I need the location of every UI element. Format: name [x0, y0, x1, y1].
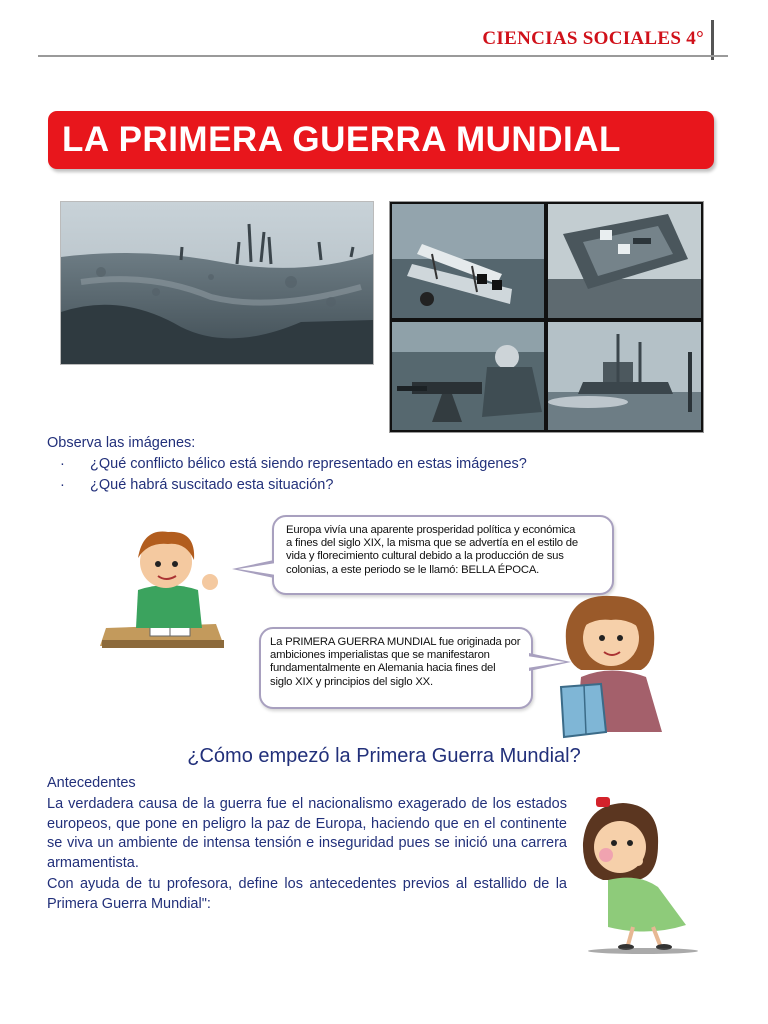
bullet-marker: ·	[60, 477, 65, 493]
war-photo-collage	[389, 201, 704, 433]
girl-thinking-illustration	[578, 795, 698, 955]
speech-bubble-2-text	[270, 636, 525, 689]
speech-bubble-1-tail-fill	[238, 563, 276, 575]
paragraph-causes: La verdadera causa de la guerra fue el nacionalismo exagerado de los estados europeos, que pone en peligro la paz de Europa, haciendo que en el continente se viva un ambiente de intensa tensión e inseguridad pues se inició una carrera armamentista.	[47, 796, 567, 871]
bubble-line: colonias, a este periodo se le llamó: BELLA ÉPOCA.	[286, 563, 540, 576]
warship-photo	[548, 322, 701, 430]
header-divider	[38, 55, 728, 57]
bullet-marker: ·	[60, 456, 65, 472]
bubble-line: vida y florecimiento cultural debido a la producción de sus	[286, 550, 564, 563]
header-divider-vertical	[711, 20, 714, 60]
crashed-biplane-photo	[392, 204, 544, 318]
bubble-line: ambiciones imperialistas que se manifestaron	[270, 649, 490, 662]
paragraph-instructions: Con ayuda de tu profesora, define los antecedentes previos al estallido de la Primera Guerra Mundial":	[47, 876, 567, 912]
bubble-line: La PRIMERA GUERRA MUNDIAL fue originada por	[270, 636, 521, 648]
bubble-line: Europa vivía una aparente prosperidad política y económica	[286, 524, 576, 536]
trench-battlefield-photo	[60, 201, 374, 365]
tank-photo	[548, 204, 701, 318]
subheading-antecedentes: Antecedentes	[47, 775, 136, 791]
list-item	[60, 477, 333, 493]
girl-reading-illustration	[556, 592, 666, 742]
page-title: LA PRIMERA GUERRA MUNDIAL	[62, 120, 621, 159]
bubble-line: siglo XIX y principios del siglo XX.	[270, 675, 433, 688]
section-heading: ¿Cómo empezó la Primera Guerra Mundial?	[187, 745, 581, 767]
list-item	[60, 456, 527, 472]
machine-gunner-photo	[392, 322, 544, 430]
question-text: ¿Qué conflicto bélico está siendo representado en estas imágenes?	[90, 456, 527, 472]
question-text: ¿Qué habrá suscitado esta situación?	[90, 477, 334, 493]
bubble-line: a fines del siglo XIX, la misma que se advertía en el estilo de	[286, 537, 578, 550]
bubble-line: fundamentalmente en Alemania hacia fines del	[270, 662, 496, 675]
observe-intro: Observa las imágenes:	[47, 435, 196, 451]
speech-bubble-1-text	[286, 524, 604, 577]
subject-title: CIENCIAS SOCIALES 4°	[482, 28, 704, 49]
boy-reading-illustration	[98, 520, 228, 650]
